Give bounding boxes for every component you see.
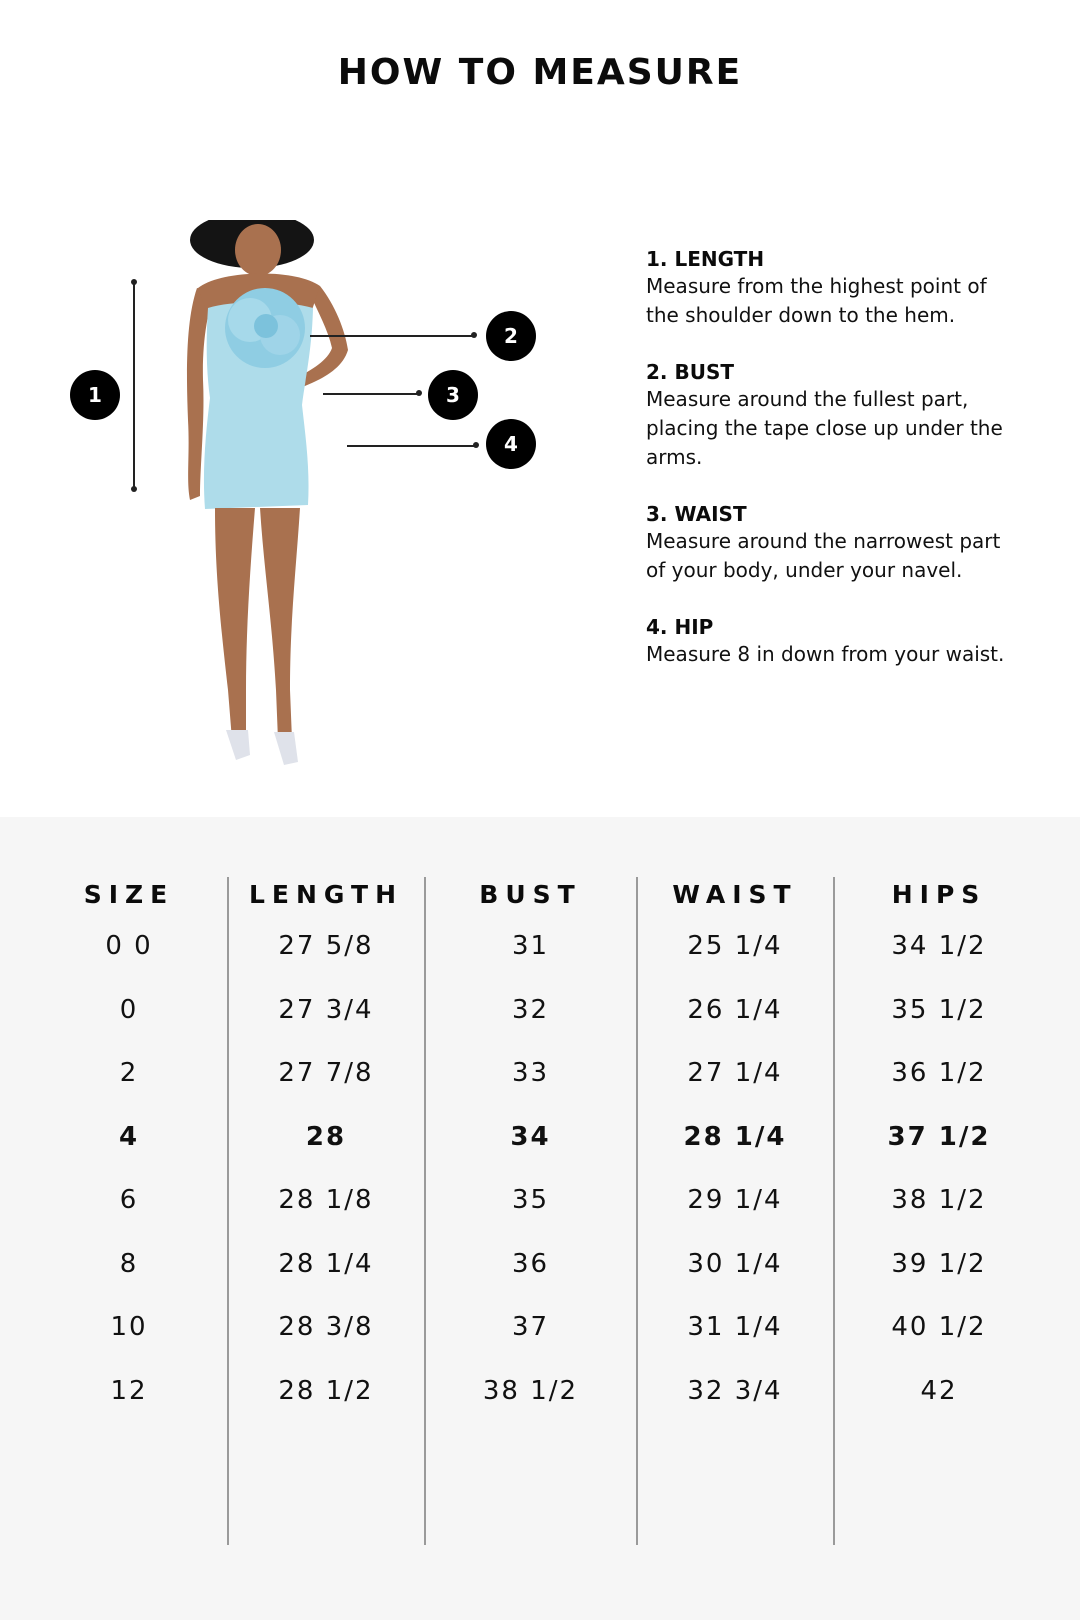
table-cell: 37	[511, 1312, 550, 1342]
step-text: Measure from the highest point of the shoulder down to the hem.	[646, 274, 987, 327]
measurement-figure	[50, 220, 570, 790]
table-cell: 27 5/8	[278, 931, 374, 961]
page-title: HOW TO MEASURE	[337, 52, 743, 93]
table-cell: 28 1/4	[278, 1248, 374, 1279]
step-title: 3. WAIST	[646, 502, 747, 526]
table-cell: 12	[110, 1375, 148, 1406]
table-cell: 30 1/4	[687, 1248, 783, 1279]
table-cell: 36 1/2	[891, 1058, 987, 1088]
step-text: Measure 8 in down from your waist.	[646, 642, 1005, 666]
step-text: Measure around the narrowest part of your body, under your navel.	[646, 529, 1001, 582]
waist-guide-point	[416, 390, 422, 396]
table-cell: 42	[920, 1375, 958, 1406]
table-cell: 10	[110, 1312, 148, 1342]
table-cell: 39 1/2	[891, 1248, 987, 1279]
bust-guide-point	[471, 332, 477, 338]
column-header: SIZE	[83, 880, 175, 909]
column-size	[40, 875, 218, 1423]
table-cell: 32 3/4	[687, 1375, 783, 1406]
column-header: WAIST	[672, 880, 798, 909]
column-waist	[637, 875, 833, 1423]
measure-instructions	[646, 246, 1016, 698]
table-cell: 29 1/4	[687, 1185, 783, 1215]
length-guide-top-point	[131, 279, 137, 285]
table-cell: 32	[511, 994, 550, 1025]
table-cell: 34	[510, 1121, 551, 1152]
bust-guide-line	[310, 335, 474, 337]
table-cell: 31 1/4	[687, 1312, 783, 1342]
table-cell: 25 1/4	[687, 931, 783, 961]
table-cell: 36	[511, 1248, 550, 1279]
table-cell: 26 1/4	[687, 994, 783, 1025]
table-cell: 0	[119, 994, 139, 1025]
table-cell: 27 3/4	[278, 994, 374, 1025]
column-header: BUST	[479, 880, 582, 909]
table-cell: 37 1/2	[887, 1121, 991, 1152]
table-cell: 28 1/2	[278, 1375, 374, 1406]
table-cell: 35	[511, 1185, 550, 1215]
step-title: 2. BUST	[646, 360, 735, 384]
table-cell: 34 1/2	[891, 931, 987, 961]
table-cell: 27 1/4	[687, 1058, 783, 1088]
step-text: Measure around the fullest part, placing the tape close up under the arms.	[646, 387, 1003, 469]
step-title: 1. LENGTH	[646, 247, 765, 271]
step-length	[646, 246, 1016, 330]
model-illustration	[50, 220, 570, 790]
table-cell: 40 1/2	[891, 1312, 987, 1342]
length-guide-line	[133, 282, 135, 489]
table-cell: 28 3/8	[278, 1312, 374, 1342]
table-cell: 35 1/2	[891, 994, 987, 1025]
table-cell: 38 1/2	[482, 1375, 579, 1406]
waist-guide-line	[323, 393, 419, 395]
step-bust	[646, 359, 1016, 472]
table-cell: 6	[119, 1185, 139, 1215]
table-cell: 0 0	[105, 931, 153, 961]
step-hip	[646, 614, 1016, 669]
step-title: 4. HIP	[646, 615, 714, 639]
table-cell: 33	[511, 1058, 550, 1088]
measure-badge-3: 3	[428, 370, 478, 420]
measure-badge-1: 1	[70, 370, 120, 420]
length-guide-bottom-point	[131, 486, 137, 492]
measure-badge-4: 4	[486, 419, 536, 469]
column-length	[228, 875, 424, 1423]
table-cell: 8	[119, 1248, 139, 1279]
table-cell: 27 7/8	[278, 1058, 374, 1088]
column-hips	[834, 875, 1044, 1423]
step-waist	[646, 501, 1016, 585]
table-cell: 28 1/8	[278, 1185, 374, 1215]
table-cell: 38 1/2	[891, 1185, 987, 1215]
measure-badge-2: 2	[486, 311, 536, 361]
column-header: HIPS	[891, 880, 987, 909]
column-header: LENGTH	[249, 880, 403, 909]
table-cell: 28 1/4	[683, 1121, 787, 1152]
table-cell: 4	[118, 1121, 140, 1152]
table-cell: 2	[119, 1058, 139, 1088]
table-cell: 31	[511, 931, 550, 961]
column-bust	[425, 875, 636, 1423]
table-cell: 28	[305, 1121, 347, 1152]
hip-guide-line	[347, 445, 476, 447]
hip-guide-point	[473, 442, 479, 448]
